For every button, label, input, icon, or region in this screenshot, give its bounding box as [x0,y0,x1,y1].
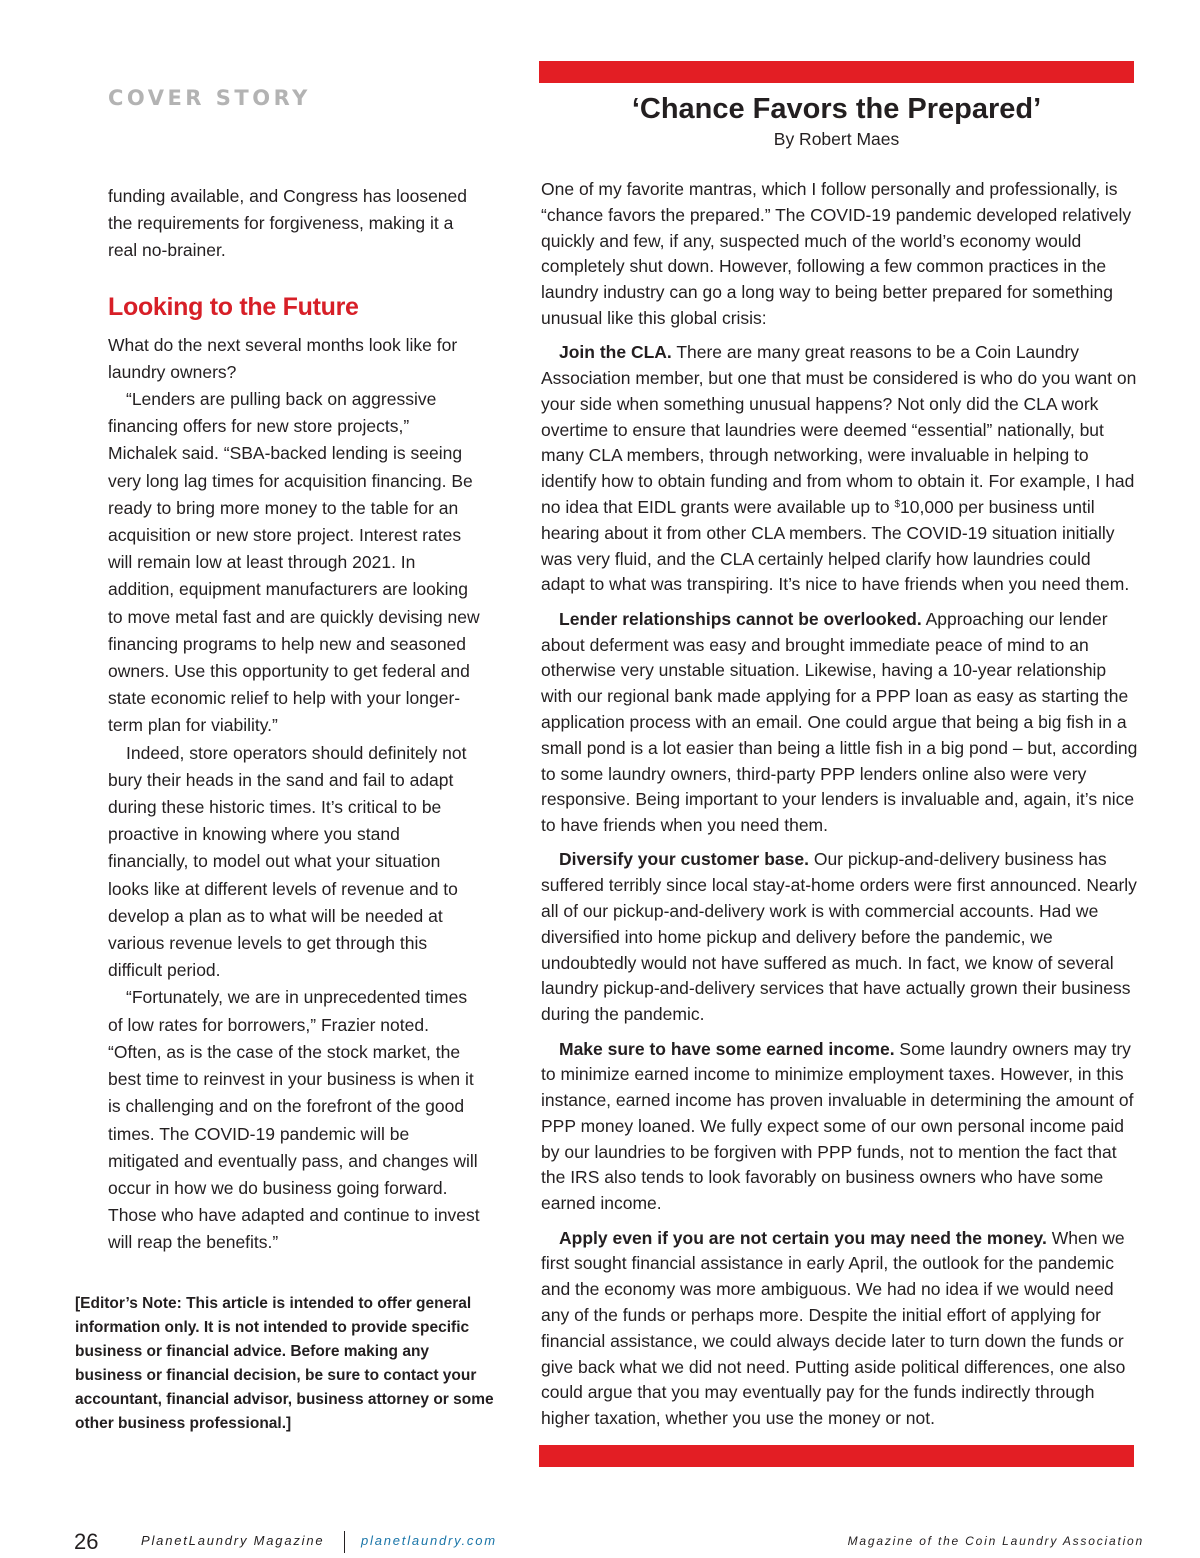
footer-divider [344,1531,345,1553]
paragraph: “Lenders are pulling back on aggressive financing offers for new store projects,” Michalek said. “SBA-backed lending is seeing very long lag times for acquisition financing. Be ready to bring more money to the table for an acquisition or new store project. Interest rates will remain low at least through 2021. In addition, equipment manufacturers are looking to move metal fast and are quickly devising new financing programs to help new and seasoned owners. Use this opportunity to get federal and state economic relief to help with your longer-term plan for viability.” [108,389,480,736]
paragraph [541,340,1138,598]
association-tagline: Magazine of the Coin Laundry Association [847,1534,1144,1548]
editors-note: [Editor’s Note: This article is intended to offer general information only. It is not intended to provide specific business or financial advice. Before making any business or financial decision, be sure to contact your accountant, financial advisor, business attorney or some other business professional.] [75,1295,494,1432]
byline: By Robert Maes [773,129,900,149]
paragraph [541,847,1138,1028]
lead-in: Lender relationships cannot be overlooked. [559,608,922,629]
paragraph-text: Our pickup-and-delivery business has suffered terribly since local stay-at-home orders were first announced. Nearly all of our pickup-and-delivery work is with commercial accounts. Had we diversified into home pickup and delivery before the pandemic, we undoubtedly would not have suffered as much. In fact, we know of several laundry pickup-and-delivery services that have actually grown their business during the pandemic. [541,849,1137,1025]
page-footer [0,1528,1200,1558]
section-heading: Looking to the Future [108,292,359,321]
lead-in: Apply even if you are not certain you may need the money. [559,1227,1047,1248]
paragraph [541,1037,1138,1218]
magazine-name: PlanetLaundry Magazine [141,1533,325,1548]
paragraph-text: Some laundry owners may try to minimize earned income to minimize employment taxes. However, in this instance, earned income has proven invaluable in determining the amount of PPP money loaned. We fully expect some of our own personal income paid by our laundries to be forgiven with PPP funds, not to mention the fact that the IRS also tends to look favorably on business owners who have some earned income. [541,1038,1134,1214]
sidebar-article-body [541,177,1138,1440]
sidebar-top-rule [539,61,1134,83]
paragraph: Indeed, store operators should definitely not bury their heads in the sand and fail to adapt during these historic times. It’s critical to be proactive in knowing where you stand financially, to model out what your situation looks like at different levels of revenue and to develop a plan as to what will be needed at various revenue levels to get through this difficult period. [108,742,467,981]
currency-symbol: $ [894,499,901,511]
lead-in: Join the CLA. [559,342,672,363]
paragraph: funding available, and Congress has loosened the requirements for forgiveness, making it a real no-brainer. [108,186,468,261]
paragraph [541,607,1138,839]
paragraph [541,1226,1138,1432]
paragraph: One of my favorite mantras, which I follow personally and professionally, is “chance favors the prepared.” The COVID-19 pandemic developed relatively quickly and few, if any, suspected much of the world’s economy would completely shut down. However, following a few common practices in the laundry industry can go a long way to being better prepared for something unusual like this global crisis: [541,179,1132,328]
paragraph: “Fortunately, we are in unprecedented times of low rates for borrowers,” Frazier noted. “Often, as is the case of the stock market, the best time to reinvest in your business is when it is challenging and on the forefront of the good times. The COVID-19 pandemic will be mitigated and eventually pass, and changes will occur in how we do business going forward. Those who have adapted and continue to invest will reap the benefits.” [108,987,480,1253]
main-article-continuation [108,183,480,1257]
sidebar-title: ‘Chance Favors the Prepared’ [631,93,1042,125]
paragraph-text: There are many great reasons to be a Coin Laundry Association member, but one that must be considered is who do you want on your side when something unusual happens? Not only did the CLA work overtime to ensure that laundries were deemed “essential” nationally, but many CLA members, through networking, were invaluable in helping to identify how to obtain funding and from whom to obtain it. For example, I had no idea that EIDL grants were available up to [541,342,1137,518]
sidebar-bottom-rule [539,1445,1134,1467]
lead-in: Make sure to have some earned income. [559,1038,895,1059]
paragraph-text: 10,000 per business until hearing about it from other CLA members. The COVID-19 situation initially was very fluid, and the CLA certainly helped clarify how laundries could adapt to what was transpiring. It’s nice to have friends when you need them. [541,497,1130,595]
section-label: COVER STORY [108,86,311,110]
lead-in: Diversify your customer base. [559,849,809,870]
paragraph: What do the next several months look like for laundry owners? [108,334,458,382]
paragraph-text: Approaching our lender about deferment was easy and brought immediate peace of mind to an otherwise very unstable situation. Likewise, having a 10-year relationship with our regional bank made applying for a PPP loan as easy as starting the application process with an email. One could argue that being a big fish in a small pond is a lot easier than being a little fish in a big pond – but, according to some laundry owners, third-party PPP lenders online also were very responsive. Being important to your lenders is invaluable and, again, it’s nice to have friends when you need them. [541,608,1138,836]
page-number: 26 [74,1529,99,1554]
paragraph-text: When we first sought financial assistance in early April, the outlook for the pandemic and the economy was more ambiguous. We had no idea if we would need any of the funds or perhaps more. Despite the initial effort of applying for financial assistance, we could always decide later to turn down the funds or give back what we did not need. Putting aside political differences, one also could argue that you may eventually pay for the funds indirectly through higher taxation, whether you use the money or not. [541,1227,1126,1429]
website-link[interactable]: planetlaundry.com [361,1533,497,1548]
